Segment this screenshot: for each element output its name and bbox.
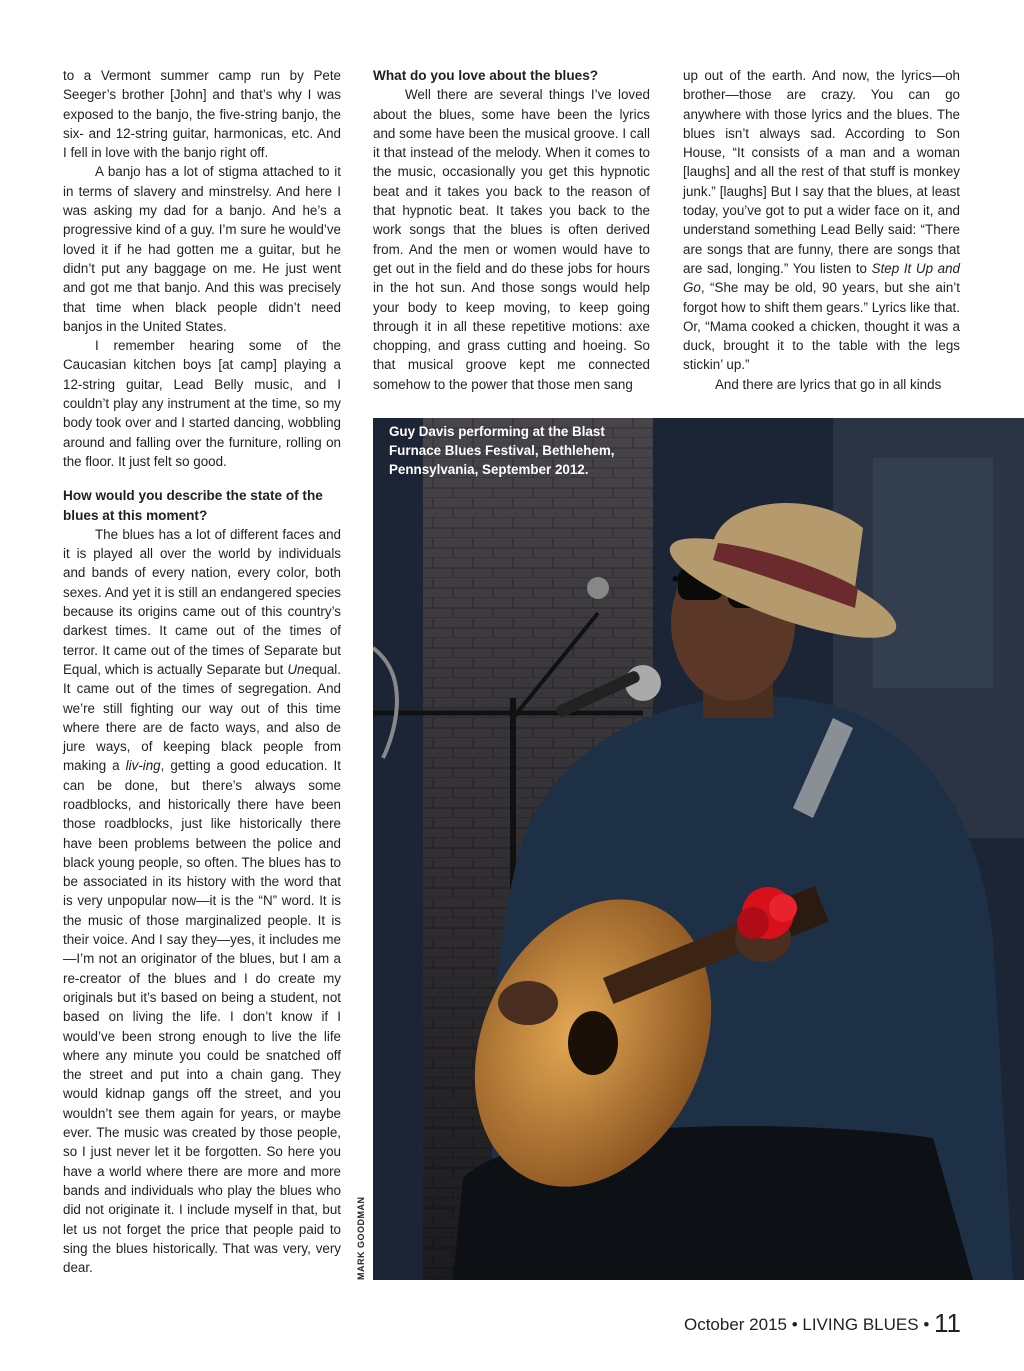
interview-answer: [63, 525, 341, 1278]
paragraph-text: , “She may be old, 90 years, but she ain’t forgot how to shift them gears.” Lyrics like that. Or, “Mama cooked a chicken, thought it was a duck, brought it to the table with the legs stickin’ up.”: [683, 280, 960, 373]
microphone: [587, 577, 609, 599]
text-column-3: [683, 66, 960, 394]
answer-text: , getting a good education. It can be done, but there’s always some roadblocks, and historically there have been those roadblocks, just like historically there have been problems between the police and black young people, so often. The blues has to be associated in its history with the word that is very unpopular now—it is the “N” word. It is the music of those marginalized people. It is their voice. And I say they—yes, it includes me—I’m not an originator of the blues, but I am a re-creator of the blues and I do create my originals but it’s based on being a student, not based on living the life. I don’t know if I would’ve been strong enough to live the life where any minute you could be snatched off the street and put into a chain gang. They would kidnap gangs off the street, and you wouldn’t see them again for years, or maybe ever. The music was created by those people, so I just never let it be forgotten. So here you have a world where there are more and more bands and individuals who play the blues who did not originate it. I include myself in that, but let us not forget the price that people paid to sing the blues historically. That was very, very dear.: [63, 758, 342, 1276]
performer-photo: [373, 418, 1024, 1280]
answer-text: equal. It came out of the times of segregation. And we’re still fighting our way out of this time where there are de facto ways, and also de jure ways, of keeping black people from making a: [63, 661, 341, 774]
paragraph: I remember hearing some of the Caucasian kitchen boys [at camp] playing a 12-string guitar, Lead Belly music, and I couldn’t play any instrument at the time, so my body took over and I started dancing, wobbling around and falling over the furniture, rolling on the floor. It just felt so good.: [63, 338, 341, 469]
photo-credit: MARK GOODMAN: [356, 1196, 366, 1280]
paragraph-text: up out of the earth. And now, the lyrics—oh brother—those are crazy. You can go anywhere with those lyrics and the blues. The blues isn’t always sad. According to Son House, “It consists of a man and a woman [laughs] and all the rest of that stuff is monkey junk.” [laughs] But I say that the blues, at least today, you’ve got to put a wider face on it, and understand something Lead Belly said: “There are songs that are funny, there are songs that are sad, longing.” You listen to: [683, 68, 960, 276]
photo-illustration: [373, 418, 1024, 1280]
paragraph: to a Vermont summer camp run by Pete Seeger’s brother [John] and that’s why I was exposed to the banjo, the five-string banjo, the six- and 12-string guitar, harmonicas, etc. And I fell in love with the banjo right off.: [63, 68, 341, 161]
paragraph-gap: [63, 471, 341, 486]
interview-question: What do you love about the blues?: [373, 68, 599, 83]
page-footer: [684, 1308, 961, 1339]
song-title: Step It Up and Go: [683, 260, 960, 296]
paragraph: [683, 66, 960, 375]
answer-text: The blues has a lot of different faces and it is played all over the world by individuals and bands of every nation, every color, both sexes. And yet it is still an endangered species because its origins came out of this country’s darkest times. It came out of the times of terror. It came out of the times of Separate but Equal, which is actually Separate but: [63, 526, 341, 677]
paragraph: And there are lyrics that go in all kinds: [715, 376, 942, 392]
page-number: 11: [934, 1308, 961, 1338]
photo-caption: Guy Davis performing at the Blast Furnace Blues Festival, Bethlehem, Pennsylvania, September 2012.: [389, 424, 615, 477]
interview-question: How would you describe the state of the blues at this moment?: [63, 488, 323, 523]
hand: [498, 981, 558, 1025]
interview-answer: Well there are several things I’ve loved about the blues, some have been the lyrics and some have been the musical groove. I call it that instead of the melody. When it comes to the music, occasionally you get this hypnotic beat and it takes you back to the reason of that hypnotic beat. It takes you back to the work songs that the blues is often derived from. And the men or women would have to get out in the field and do these jobs for hours in the hot sun. And those songs would help your body to keep moving, to keep going through it in all these repetitive motions: axe chopping, and grass cutting and hoeing. So that musical groove kept me connected somehow to the power that those men sang: [373, 87, 650, 392]
paragraph: A banjo has a lot of stigma attached to it in terms of slavery and minstrelsy. And here I was asking my dad for a banjo. And he’s a progressive kind of a guy. I’m sure he would’ve loved it if he had gotten me a guitar, but he didn’t put any baggage on me. He just went and got me that banjo. And this was precisely that time when black people didn’t need banjos in the United States.: [63, 164, 341, 334]
folio-text: October 2015 • LIVING BLUES •: [683, 1315, 930, 1334]
answer-emphasis: liv-ing: [125, 758, 161, 774]
answer-emphasis: Un: [287, 661, 305, 677]
text-column-2: [373, 66, 650, 394]
text-column-1: [63, 66, 341, 1277]
